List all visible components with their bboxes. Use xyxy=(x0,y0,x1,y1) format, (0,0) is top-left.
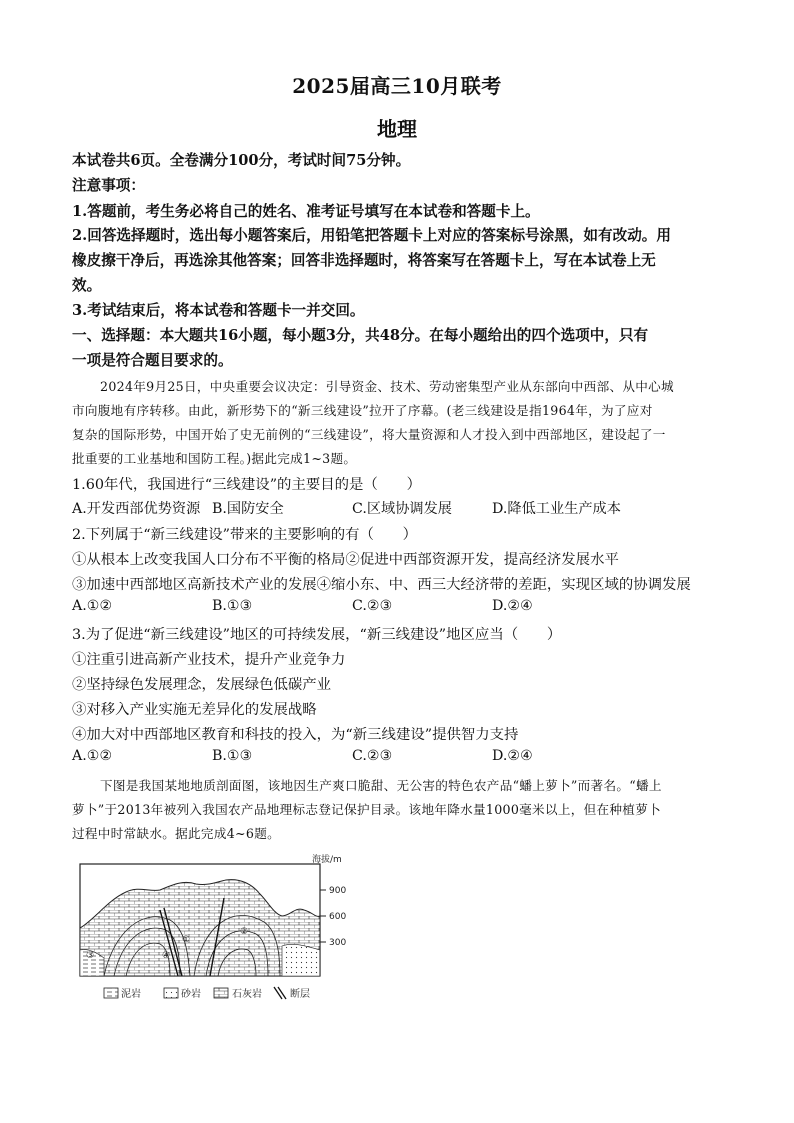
question-3-option-a: A.①② xyxy=(72,748,113,764)
legend-swatch-limestone xyxy=(214,988,228,998)
question-2-option-d: D.②④ xyxy=(492,598,533,614)
question-3-option-c: C.②③ xyxy=(352,748,393,764)
marker-3: ③ xyxy=(86,951,95,961)
question-2-option-a: A.①② xyxy=(72,598,113,614)
question-1-option-c: C.区域协调发展 xyxy=(352,501,452,517)
question-2-statements-2: ③加速中西部地区高新技术产业的发展④缩小东、中、西三大经济带的差距，实现区域的协调发展 xyxy=(72,577,691,593)
legend-swatch-sandstone xyxy=(164,988,178,998)
tick-label-300: 300 xyxy=(329,938,347,948)
notes-heading: 注意事项： xyxy=(72,177,145,194)
subject-title: 地理 xyxy=(377,117,417,141)
legend-label-limestone: 石灰岩 xyxy=(232,989,262,1000)
passage-2-line-2: 萝卜”于2013年被列入我国农产品地理标志登记保护目录。该地年降水量1000毫米以上，但在种植萝卜 xyxy=(72,802,661,817)
question-1-option-a: A.开发西部优势资源 xyxy=(72,501,201,517)
marker-2: ② xyxy=(240,927,249,937)
legend-label-fault: 断层 xyxy=(290,989,310,1000)
exam-info: 本试卷共6页。全卷满分100分，考试时间75分钟。 xyxy=(72,152,411,169)
question-3-option-d: D.②④ xyxy=(492,748,533,764)
marker-4: ④ xyxy=(162,951,171,961)
passage-1-line-3: 复杂的国际形势，中国开始了史无前例的“三线建设”，将大量资源和人才投入到中西部地区，建设起了一 xyxy=(72,427,666,442)
legend-swatch-fault xyxy=(274,987,286,999)
exam-title: 2025届高三10月联考 xyxy=(292,74,502,98)
question-1-stem: 1.60年代，我国进行“三线建设”的主要目的是（ ） xyxy=(72,477,421,493)
question-2-option-b: B.①③ xyxy=(212,598,253,614)
question-2-option-c: C.②③ xyxy=(352,598,393,614)
question-2-statements-1: ①从根本上改变我国人口分布不平衡的格局②促进中西部资源开发，提高经济发展水平 xyxy=(72,552,619,568)
legend-label-sandstone: 砂岩 xyxy=(181,989,201,1000)
figure-legend xyxy=(104,987,310,1000)
cross-section-svg xyxy=(74,850,374,1010)
marker-1: ① xyxy=(182,935,191,945)
section-heading-line-1: 一、选择题：本大题共16小题，每小题3分，共48分。在每小题给出的四个选项中，只有 xyxy=(72,327,649,344)
question-1-option-d: D.降低工业生产成本 xyxy=(492,501,621,517)
sandstone-layer xyxy=(282,944,320,976)
note-2-line-3: 效。 xyxy=(72,277,102,294)
legend-label-mudstone: 泥岩 xyxy=(121,989,141,1000)
question-3-stem: 3.为了促进“新三线建设”地区的可持续发展，“新三线建设”地区应当（ ） xyxy=(72,627,562,643)
note-2-line-1: 2.回答选择题时，选出每小题答案后，用铅笔把答题卡上对应的答案标号涂黑，如有改动。用 xyxy=(72,227,671,244)
question-1-option-b: B.国防安全 xyxy=(212,501,284,517)
passage-2-line-3: 过程中时常缺水。据此完成4~6题。 xyxy=(72,826,280,841)
geologic-cross-section-figure xyxy=(74,850,374,1010)
passage-1-line-2: 市向腹地有序转移。由此，新形势下的“新三线建设”拉开了序幕。(老三线建设是指1964年，为了应对 xyxy=(72,403,653,418)
question-2-stem: 2.下列属于“新三线建设”带来的主要影响的有（ ） xyxy=(72,527,418,543)
passage-1-line-1: 2024年9月25日，中央重要会议决定：引导资金、技术、劳动密集型产业从东部向中西部、从中心城 xyxy=(100,379,674,394)
legend-swatch-mudstone xyxy=(104,988,118,998)
question-3-option-b: B.①③ xyxy=(212,748,253,764)
elevation-axis-title: 海拔/m xyxy=(312,855,342,865)
passage-1-line-4: 批重要的工业基地和国防工程。)据此完成1~3题。 xyxy=(72,451,357,466)
note-1: 1.答题前，考生务必将自己的姓名、准考证号填写在本试卷和答题卡上。 xyxy=(72,203,540,220)
question-3-statement-3: ③对移入产业实施无差异化的发展战略 xyxy=(72,702,317,718)
section-heading-line-2: 一项是符合题目要求的。 xyxy=(72,352,233,369)
question-3-statement-4: ④加大对中西部地区教育和科技的投入，为“新三线建设”提供智力支持 xyxy=(72,727,519,743)
question-3-statement-2: ②坚持绿色发展理念，发展绿色低碳产业 xyxy=(72,677,332,693)
tick-label-900: 900 xyxy=(329,886,347,896)
note-3: 3.考试结束后，将本试卷和答题卡一并交回。 xyxy=(72,302,365,319)
tick-label-600: 600 xyxy=(329,912,347,922)
passage-2-line-1: 下图是我国某地地质剖面图，该地因生产爽口脆甜、无公害的特色农产品“蟠上萝卜”而著名。“蟠上 xyxy=(100,778,662,793)
note-2-line-2: 橡皮擦干净后，再选涂其他答案；回答非选择题时，将答案写在答题卡上，写在本试卷上无 xyxy=(72,252,656,269)
question-3-statement-1: ①注重引进高新产业技术，提升产业竞争力 xyxy=(72,652,346,668)
